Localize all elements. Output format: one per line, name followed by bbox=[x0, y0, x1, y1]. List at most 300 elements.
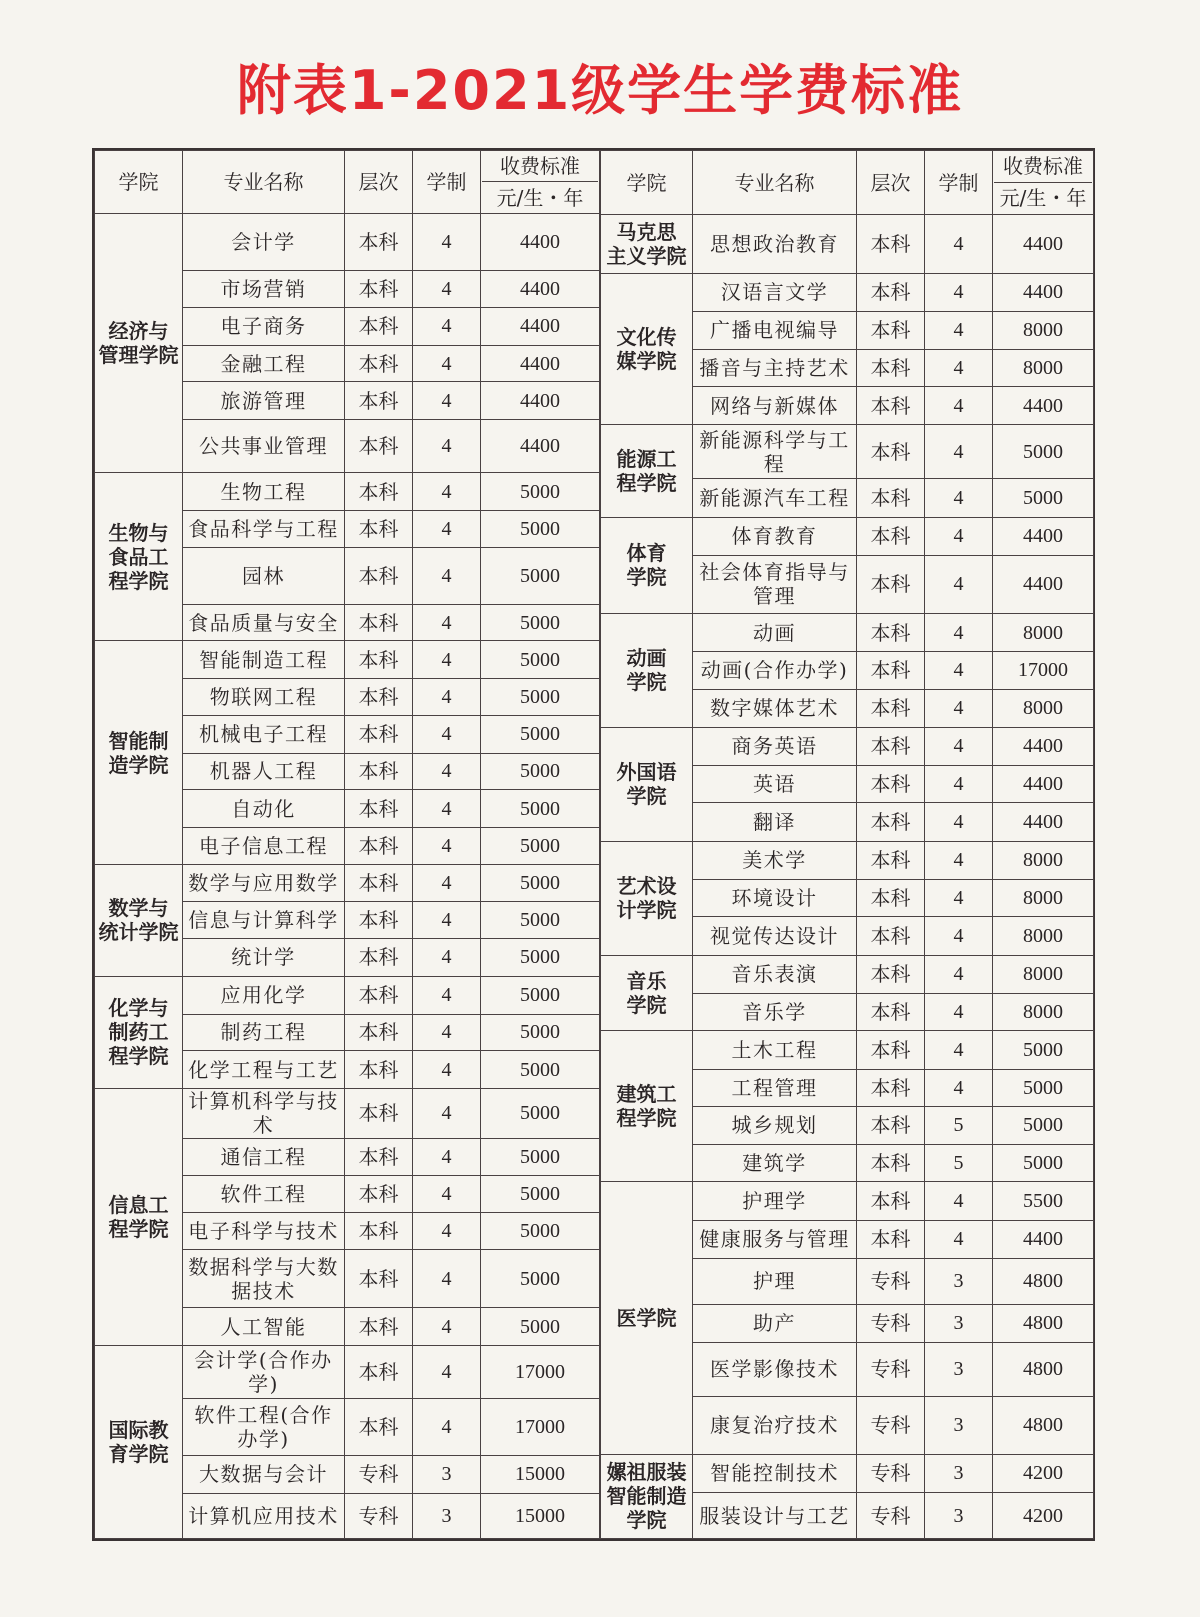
fee-cell: 5000 bbox=[481, 1175, 600, 1213]
fee-cell: 5000 bbox=[993, 1069, 1094, 1106]
years-cell: 4 bbox=[413, 604, 481, 641]
years-cell: 4 bbox=[413, 1250, 481, 1308]
years-cell: 4 bbox=[413, 382, 481, 420]
level-cell: 本科 bbox=[857, 311, 925, 349]
table-row bbox=[601, 274, 1094, 311]
major-cell: 市场营销 bbox=[183, 271, 345, 308]
level-cell: 本科 bbox=[345, 1308, 413, 1346]
header-major: 专业名称 bbox=[693, 151, 857, 215]
level-cell: 本科 bbox=[345, 902, 413, 939]
college-cell: 体育 学院 bbox=[601, 517, 693, 613]
years-cell: 4 bbox=[413, 1088, 481, 1138]
college-cell: 医学院 bbox=[601, 1182, 693, 1454]
college-cell: 能源工 程学院 bbox=[601, 425, 693, 517]
college-cell: 数学与 统计学院 bbox=[95, 864, 183, 976]
years-cell: 4 bbox=[413, 308, 481, 346]
fee-cell: 5000 bbox=[481, 1213, 600, 1250]
table-row bbox=[601, 1031, 1094, 1069]
level-cell: 专科 bbox=[345, 1493, 413, 1538]
years-cell: 4 bbox=[413, 547, 481, 604]
fee-cell: 17000 bbox=[481, 1345, 600, 1398]
major-cell: 食品科学与工程 bbox=[183, 510, 345, 547]
level-cell: 专科 bbox=[857, 1342, 925, 1396]
major-cell: 英语 bbox=[693, 766, 857, 803]
college-cell: 化学与 制药工 程学院 bbox=[95, 976, 183, 1088]
major-cell: 动画 bbox=[693, 613, 857, 651]
years-cell: 4 bbox=[925, 613, 993, 651]
major-cell: 护理学 bbox=[693, 1182, 857, 1220]
level-cell: 专科 bbox=[857, 1396, 925, 1454]
years-cell: 4 bbox=[413, 715, 481, 753]
college-cell: 国际教 育学院 bbox=[95, 1345, 183, 1538]
fee-cell: 4800 bbox=[993, 1342, 1094, 1396]
table-row bbox=[95, 1088, 600, 1138]
table-row bbox=[95, 864, 600, 902]
table-row bbox=[95, 1345, 600, 1398]
years-cell: 4 bbox=[413, 345, 481, 382]
fee-cell: 8000 bbox=[993, 955, 1094, 993]
fee-table-left bbox=[94, 150, 600, 1539]
left-header-row bbox=[95, 151, 600, 214]
years-cell: 4 bbox=[925, 517, 993, 555]
level-cell: 本科 bbox=[345, 382, 413, 420]
table-row bbox=[95, 641, 600, 679]
fee-cell: 8000 bbox=[993, 880, 1094, 917]
years-cell: 4 bbox=[413, 864, 481, 902]
level-cell: 本科 bbox=[857, 880, 925, 917]
fee-cell: 4400 bbox=[993, 555, 1094, 613]
years-cell: 3 bbox=[925, 1454, 993, 1492]
table-row bbox=[601, 841, 1094, 879]
major-cell: 视觉传达设计 bbox=[693, 917, 857, 955]
years-cell: 4 bbox=[413, 1175, 481, 1213]
major-cell: 软件工程 bbox=[183, 1175, 345, 1213]
fee-cell: 4400 bbox=[481, 214, 600, 271]
years-cell: 4 bbox=[925, 555, 993, 613]
level-cell: 本科 bbox=[857, 1145, 925, 1182]
years-cell: 3 bbox=[925, 1259, 993, 1305]
major-cell: 物联网工程 bbox=[183, 679, 345, 716]
years-cell: 3 bbox=[925, 1396, 993, 1454]
years-cell: 4 bbox=[413, 1213, 481, 1250]
table-row bbox=[601, 1182, 1094, 1220]
college-cell: 动画 学院 bbox=[601, 613, 693, 727]
major-cell: 健康服务与管理 bbox=[693, 1220, 857, 1258]
level-cell: 本科 bbox=[345, 976, 413, 1014]
fee-cell: 5000 bbox=[481, 1250, 600, 1308]
level-cell: 本科 bbox=[857, 1069, 925, 1106]
years-cell: 4 bbox=[925, 689, 993, 727]
major-cell: 信息与计算科学 bbox=[183, 902, 345, 939]
years-cell: 4 bbox=[413, 1398, 481, 1455]
fee-cell: 4400 bbox=[481, 345, 600, 382]
fee-cell: 5000 bbox=[993, 425, 1094, 479]
level-cell: 本科 bbox=[345, 1138, 413, 1175]
years-cell: 4 bbox=[413, 1138, 481, 1175]
college-cell: 嫘祖服装 智能制造 学院 bbox=[601, 1454, 693, 1538]
years-cell: 4 bbox=[925, 652, 993, 689]
level-cell: 本科 bbox=[345, 1014, 413, 1051]
college-cell: 建筑工 程学院 bbox=[601, 1031, 693, 1182]
major-cell: 大数据与会计 bbox=[183, 1456, 345, 1494]
level-cell: 本科 bbox=[345, 641, 413, 679]
level-cell: 本科 bbox=[857, 1182, 925, 1220]
level-cell: 本科 bbox=[345, 1175, 413, 1213]
fee-table-right bbox=[600, 150, 1094, 1539]
fee-cell: 5000 bbox=[481, 976, 600, 1014]
major-cell: 食品质量与安全 bbox=[183, 604, 345, 641]
level-cell: 本科 bbox=[345, 473, 413, 511]
table-row bbox=[601, 215, 1094, 274]
major-cell: 助产 bbox=[693, 1304, 857, 1342]
years-cell: 4 bbox=[925, 880, 993, 917]
level-cell: 本科 bbox=[857, 993, 925, 1030]
level-cell: 本科 bbox=[345, 1398, 413, 1455]
fee-cell: 5000 bbox=[481, 679, 600, 716]
level-cell: 本科 bbox=[857, 274, 925, 311]
header-college: 学院 bbox=[601, 151, 693, 215]
level-cell: 本科 bbox=[857, 349, 925, 386]
college-cell: 生物与 食品工 程学院 bbox=[95, 473, 183, 641]
header-fee-title: 收费标准 bbox=[482, 151, 598, 182]
years-cell: 4 bbox=[413, 828, 481, 865]
years-cell: 4 bbox=[925, 311, 993, 349]
right-header-row bbox=[601, 151, 1094, 215]
major-cell: 金融工程 bbox=[183, 345, 345, 382]
major-cell: 商务英语 bbox=[693, 727, 857, 765]
fee-cell: 4800 bbox=[993, 1304, 1094, 1342]
major-cell: 音乐学 bbox=[693, 993, 857, 1030]
level-cell: 本科 bbox=[857, 387, 925, 425]
level-cell: 专科 bbox=[857, 1493, 925, 1539]
years-cell: 4 bbox=[413, 271, 481, 308]
fee-cell: 5000 bbox=[481, 790, 600, 828]
years-cell: 4 bbox=[925, 766, 993, 803]
major-cell: 广播电视编导 bbox=[693, 311, 857, 349]
fee-cell: 5500 bbox=[993, 1182, 1094, 1220]
years-cell: 4 bbox=[925, 1031, 993, 1069]
level-cell: 本科 bbox=[345, 753, 413, 790]
fee-cell: 5000 bbox=[481, 902, 600, 939]
fee-cell: 5000 bbox=[481, 641, 600, 679]
years-cell: 4 bbox=[413, 790, 481, 828]
table-row bbox=[601, 955, 1094, 993]
fee-cell: 4400 bbox=[993, 387, 1094, 425]
years-cell: 4 bbox=[925, 1182, 993, 1220]
table-row bbox=[95, 214, 600, 271]
major-cell: 生物工程 bbox=[183, 473, 345, 511]
years-cell: 4 bbox=[925, 215, 993, 274]
college-cell: 外国语 学院 bbox=[601, 727, 693, 841]
years-cell: 4 bbox=[413, 473, 481, 511]
fee-cell: 4400 bbox=[481, 382, 600, 420]
major-cell: 播音与主持艺术 bbox=[693, 349, 857, 386]
level-cell: 专科 bbox=[857, 1304, 925, 1342]
fee-cell: 4200 bbox=[993, 1454, 1094, 1492]
major-cell: 汉语言文学 bbox=[693, 274, 857, 311]
header-years: 学制 bbox=[925, 151, 993, 215]
major-cell: 公共事业管理 bbox=[183, 420, 345, 473]
years-cell: 4 bbox=[925, 1069, 993, 1106]
years-cell: 4 bbox=[413, 1308, 481, 1346]
major-cell: 化学工程与工艺 bbox=[183, 1051, 345, 1089]
fee-cell: 5000 bbox=[481, 510, 600, 547]
table-row bbox=[95, 976, 600, 1014]
header-years: 学制 bbox=[413, 151, 481, 214]
table-row bbox=[601, 613, 1094, 651]
major-cell: 电子信息工程 bbox=[183, 828, 345, 865]
fee-cell: 4400 bbox=[993, 1220, 1094, 1258]
fee-cell: 8000 bbox=[993, 841, 1094, 879]
level-cell: 本科 bbox=[345, 790, 413, 828]
fee-cell: 4400 bbox=[993, 766, 1094, 803]
level-cell: 本科 bbox=[345, 604, 413, 641]
level-cell: 本科 bbox=[345, 308, 413, 346]
years-cell: 4 bbox=[925, 993, 993, 1030]
college-cell: 马克思 主义学院 bbox=[601, 215, 693, 274]
fee-table-container bbox=[92, 148, 1095, 1541]
fee-cell: 5000 bbox=[481, 604, 600, 641]
table-row bbox=[601, 1454, 1094, 1492]
major-cell: 计算机应用技术 bbox=[183, 1493, 345, 1538]
major-cell: 应用化学 bbox=[183, 976, 345, 1014]
major-cell: 建筑学 bbox=[693, 1145, 857, 1182]
header-level: 层次 bbox=[857, 151, 925, 215]
fee-cell: 5000 bbox=[481, 547, 600, 604]
years-cell: 4 bbox=[413, 679, 481, 716]
level-cell: 本科 bbox=[857, 517, 925, 555]
years-cell: 5 bbox=[925, 1145, 993, 1182]
years-cell: 4 bbox=[413, 510, 481, 547]
years-cell: 4 bbox=[925, 387, 993, 425]
college-cell: 信息工 程学院 bbox=[95, 1088, 183, 1345]
major-cell: 环境设计 bbox=[693, 880, 857, 917]
years-cell: 3 bbox=[925, 1304, 993, 1342]
years-cell: 4 bbox=[413, 420, 481, 473]
header-fee bbox=[481, 151, 600, 214]
fee-cell: 4400 bbox=[993, 803, 1094, 841]
college-cell: 艺术设 计学院 bbox=[601, 841, 693, 955]
major-cell: 旅游管理 bbox=[183, 382, 345, 420]
major-cell: 电子科学与技术 bbox=[183, 1213, 345, 1250]
level-cell: 本科 bbox=[857, 555, 925, 613]
years-cell: 3 bbox=[413, 1493, 481, 1538]
fee-cell: 5000 bbox=[481, 753, 600, 790]
header-college: 学院 bbox=[95, 151, 183, 214]
fee-cell: 8000 bbox=[993, 349, 1094, 386]
major-cell: 数据科学与大数 据技术 bbox=[183, 1250, 345, 1308]
major-cell: 网络与新媒体 bbox=[693, 387, 857, 425]
level-cell: 本科 bbox=[345, 345, 413, 382]
years-cell: 4 bbox=[413, 939, 481, 977]
years-cell: 4 bbox=[413, 1345, 481, 1398]
major-cell: 智能制造工程 bbox=[183, 641, 345, 679]
header-major: 专业名称 bbox=[183, 151, 345, 214]
major-cell: 体育教育 bbox=[693, 517, 857, 555]
fee-cell: 8000 bbox=[993, 689, 1094, 727]
major-cell: 新能源汽车工程 bbox=[693, 479, 857, 517]
level-cell: 本科 bbox=[857, 479, 925, 517]
major-cell: 护理 bbox=[693, 1259, 857, 1305]
major-cell: 康复治疗技术 bbox=[693, 1396, 857, 1454]
years-cell: 4 bbox=[413, 1014, 481, 1051]
fee-cell: 17000 bbox=[993, 652, 1094, 689]
college-cell: 智能制 造学院 bbox=[95, 641, 183, 864]
years-cell: 4 bbox=[413, 902, 481, 939]
level-cell: 本科 bbox=[345, 828, 413, 865]
level-cell: 专科 bbox=[345, 1456, 413, 1494]
fee-cell: 5000 bbox=[993, 1031, 1094, 1069]
major-cell: 社会体育指导与 管理 bbox=[693, 555, 857, 613]
fee-cell: 5000 bbox=[481, 473, 600, 511]
level-cell: 本科 bbox=[857, 1220, 925, 1258]
major-cell: 会计学(合作办学) bbox=[183, 1345, 345, 1398]
level-cell: 本科 bbox=[345, 1088, 413, 1138]
level-cell: 本科 bbox=[345, 679, 413, 716]
years-cell: 3 bbox=[925, 1493, 993, 1539]
fee-cell: 15000 bbox=[481, 1493, 600, 1538]
fee-cell: 8000 bbox=[993, 993, 1094, 1030]
major-cell: 自动化 bbox=[183, 790, 345, 828]
fee-cell: 5000 bbox=[481, 1014, 600, 1051]
level-cell: 本科 bbox=[857, 613, 925, 651]
major-cell: 服装设计与工艺 bbox=[693, 1493, 857, 1539]
years-cell: 4 bbox=[925, 841, 993, 879]
years-cell: 4 bbox=[925, 917, 993, 955]
major-cell: 工程管理 bbox=[693, 1069, 857, 1106]
level-cell: 本科 bbox=[857, 1106, 925, 1144]
fee-cell: 5000 bbox=[481, 939, 600, 977]
major-cell: 园林 bbox=[183, 547, 345, 604]
level-cell: 本科 bbox=[857, 841, 925, 879]
years-cell: 4 bbox=[413, 641, 481, 679]
fee-cell: 4200 bbox=[993, 1493, 1094, 1539]
college-cell: 经济与 管理学院 bbox=[95, 214, 183, 473]
header-fee-unit: 元/生・年 bbox=[496, 185, 584, 210]
level-cell: 本科 bbox=[857, 917, 925, 955]
major-cell: 数学与应用数学 bbox=[183, 864, 345, 902]
level-cell: 本科 bbox=[345, 1250, 413, 1308]
years-cell: 4 bbox=[925, 803, 993, 841]
fee-cell: 8000 bbox=[993, 613, 1094, 651]
level-cell: 本科 bbox=[857, 215, 925, 274]
fee-cell: 4800 bbox=[993, 1396, 1094, 1454]
fee-cell: 5000 bbox=[481, 1308, 600, 1346]
major-cell: 数字媒体艺术 bbox=[693, 689, 857, 727]
fee-cell: 5000 bbox=[993, 1145, 1094, 1182]
major-cell: 医学影像技术 bbox=[693, 1342, 857, 1396]
years-cell: 3 bbox=[925, 1342, 993, 1396]
header-fee bbox=[993, 151, 1094, 215]
level-cell: 本科 bbox=[345, 939, 413, 977]
table-row bbox=[95, 473, 600, 511]
major-cell: 智能控制技术 bbox=[693, 1454, 857, 1492]
major-cell: 思想政治教育 bbox=[693, 215, 857, 274]
level-cell: 本科 bbox=[857, 425, 925, 479]
table-row bbox=[601, 517, 1094, 555]
major-cell: 电子商务 bbox=[183, 308, 345, 346]
level-cell: 本科 bbox=[345, 1345, 413, 1398]
level-cell: 本科 bbox=[857, 955, 925, 993]
level-cell: 本科 bbox=[857, 766, 925, 803]
years-cell: 4 bbox=[413, 976, 481, 1014]
fee-cell: 17000 bbox=[481, 1398, 600, 1455]
major-cell: 城乡规划 bbox=[693, 1106, 857, 1144]
level-cell: 本科 bbox=[345, 420, 413, 473]
years-cell: 5 bbox=[925, 1106, 993, 1144]
years-cell: 4 bbox=[413, 214, 481, 271]
fee-cell: 4400 bbox=[481, 420, 600, 473]
fee-cell: 5000 bbox=[993, 479, 1094, 517]
years-cell: 4 bbox=[413, 753, 481, 790]
college-cell: 文化传 媒学院 bbox=[601, 274, 693, 425]
fee-cell: 5000 bbox=[481, 828, 600, 865]
years-cell: 4 bbox=[925, 349, 993, 386]
fee-cell: 4400 bbox=[993, 517, 1094, 555]
college-cell: 音乐 学院 bbox=[601, 955, 693, 1031]
fee-cell: 5000 bbox=[481, 1051, 600, 1089]
header-fee-unit: 元/生・年 bbox=[999, 186, 1087, 211]
fee-cell: 4400 bbox=[993, 727, 1094, 765]
table-row bbox=[601, 727, 1094, 765]
fee-cell: 5000 bbox=[481, 864, 600, 902]
table-row bbox=[601, 425, 1094, 479]
years-cell: 3 bbox=[413, 1456, 481, 1494]
fee-cell: 4400 bbox=[481, 271, 600, 308]
fee-cell: 5000 bbox=[481, 1138, 600, 1175]
level-cell: 专科 bbox=[857, 1454, 925, 1492]
major-cell: 动画(合作办学) bbox=[693, 652, 857, 689]
header-level: 层次 bbox=[345, 151, 413, 214]
level-cell: 本科 bbox=[345, 271, 413, 308]
major-cell: 通信工程 bbox=[183, 1138, 345, 1175]
years-cell: 4 bbox=[925, 425, 993, 479]
fee-cell: 4800 bbox=[993, 1259, 1094, 1305]
level-cell: 本科 bbox=[345, 715, 413, 753]
level-cell: 本科 bbox=[345, 214, 413, 271]
page-title: 附表1-2021级学生学费标准 bbox=[236, 59, 964, 122]
fee-cell: 8000 bbox=[993, 917, 1094, 955]
major-cell: 计算机科学与技术 bbox=[183, 1088, 345, 1138]
level-cell: 本科 bbox=[345, 547, 413, 604]
major-cell: 翻译 bbox=[693, 803, 857, 841]
years-cell: 4 bbox=[413, 1051, 481, 1089]
major-cell: 人工智能 bbox=[183, 1308, 345, 1346]
major-cell: 美术学 bbox=[693, 841, 857, 879]
fee-cell: 5000 bbox=[481, 715, 600, 753]
major-cell: 制药工程 bbox=[183, 1014, 345, 1051]
level-cell: 本科 bbox=[857, 689, 925, 727]
fee-cell: 4400 bbox=[993, 274, 1094, 311]
years-cell: 4 bbox=[925, 274, 993, 311]
level-cell: 本科 bbox=[857, 1031, 925, 1069]
header-fee-title: 收费标准 bbox=[994, 151, 1092, 183]
level-cell: 本科 bbox=[857, 652, 925, 689]
level-cell: 本科 bbox=[345, 1213, 413, 1250]
major-cell: 音乐表演 bbox=[693, 955, 857, 993]
major-cell: 新能源科学与工程 bbox=[693, 425, 857, 479]
major-cell: 机械电子工程 bbox=[183, 715, 345, 753]
major-cell: 机器人工程 bbox=[183, 753, 345, 790]
fee-cell: 5000 bbox=[481, 1088, 600, 1138]
fee-cell: 4400 bbox=[993, 215, 1094, 274]
level-cell: 本科 bbox=[345, 864, 413, 902]
fee-cell: 8000 bbox=[993, 311, 1094, 349]
major-cell: 土木工程 bbox=[693, 1031, 857, 1069]
years-cell: 4 bbox=[925, 1220, 993, 1258]
major-cell: 统计学 bbox=[183, 939, 345, 977]
years-cell: 4 bbox=[925, 955, 993, 993]
